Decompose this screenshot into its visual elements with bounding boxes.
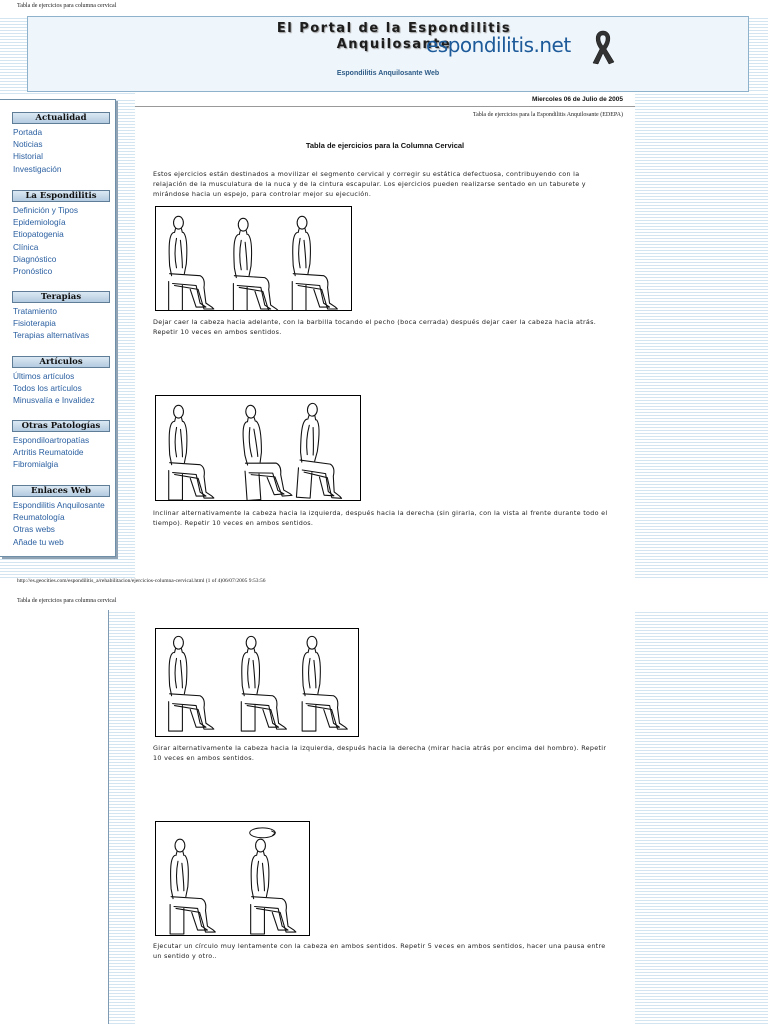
site-title-line-1: El Portal de la Espondilitis xyxy=(276,21,512,36)
sidebar-group-espondilitis xyxy=(13,204,78,277)
print-footer-url: http://es.geocities.com/espondilitis_a/rehabilitacion/ejercicios-columna-cervical.html (1 of 4)06/07/2005 9:53:56 xyxy=(17,578,266,584)
print-header: Tabla de ejercicios para columna cervical xyxy=(17,3,117,9)
sidebar-link-diagnostico[interactable]: Diagnóstico xyxy=(13,253,57,264)
sidebar-link-noticias[interactable]: Noticias xyxy=(13,139,43,150)
brand-logo-text[interactable]: espondilitis.net xyxy=(426,33,571,57)
sidebar-link-historial[interactable]: Historial xyxy=(13,151,43,162)
sidebar-link-todos-articulos[interactable]: Todos los artículos xyxy=(13,383,82,394)
sidebar-link-etiopatogenia[interactable]: Etiopatogenia xyxy=(13,229,64,240)
date-line: Miercoles 06 de Julio de 2005 xyxy=(531,96,623,103)
sidebar-link-artritis-reumatoide[interactable]: Artritis Reumatoide xyxy=(13,447,84,458)
sidebar-heading-espondilitis: La Espondilitis xyxy=(12,190,110,202)
exercise-3-illustration xyxy=(155,628,359,737)
sidebar-blank-page-2 xyxy=(0,610,109,1024)
sidebar-group-actualidad xyxy=(13,126,61,175)
print-header-page-2: Tabla de ejercicios para columna cervical xyxy=(17,598,117,604)
site-header xyxy=(27,16,749,92)
site-title-line-2: Anquilosante xyxy=(336,37,452,52)
sidebar-link-espondilitis-anquilosante[interactable]: Espondilitis Anquilosante xyxy=(13,500,105,510)
sidebar-link-espondiloartropatias[interactable]: Espondiloartropatías xyxy=(13,435,90,445)
sidebar-link-fibromialgia[interactable]: Fibromialgia xyxy=(13,459,59,470)
site-subtitle[interactable]: Espondilitis Anquilosante Web xyxy=(336,70,440,77)
sidebar-link-otras-webs[interactable]: Otras webs xyxy=(13,524,55,535)
exercise-1-illustration xyxy=(155,206,352,311)
sidebar-group-terapias xyxy=(13,305,89,342)
sidebar-heading-terapias: Terapias xyxy=(12,291,110,303)
edepa-caption: Tabla de ejercicios para la Espondilitis Anquilosante (EDEPA) xyxy=(472,112,623,118)
sidebar-heading-enlaces-web: Enlaces Web xyxy=(12,485,110,497)
sidebar-heading-otras-patologias: Otras Patologías xyxy=(12,420,110,432)
main-content-page-2 xyxy=(135,610,635,1024)
circular-motion-icon xyxy=(250,828,276,838)
exercise-1-text: Dejar caer la cabeza hacia adelante, con la barbilla tocando el pecho (boca cerrada) después dejar caer la cabeza hacia atrás. Repetir 10 veces en ambos sentidos. xyxy=(153,318,597,336)
sidebar-link-portada[interactable]: Portada xyxy=(13,127,43,137)
article-title: Tabla de ejercicios para la Columna Cervical xyxy=(305,141,465,150)
divider xyxy=(135,106,635,107)
exercise-4-text: Ejecutar un círculo muy lentamente con la cabeza en ambos sentidos. Repetir 5 veces en ambos sentidos, hacer una pausa entre un sentido y otro.. xyxy=(153,942,606,960)
sidebar-link-definicion[interactable]: Definición y Tipos xyxy=(13,205,79,215)
sidebar-nav xyxy=(0,99,116,557)
right-margin-stripes-page-2 xyxy=(635,610,768,1024)
right-margin-stripes xyxy=(635,92,768,578)
main-content xyxy=(135,92,635,578)
awareness-ribbon-icon xyxy=(590,29,616,65)
sidebar-link-anade-tu-web[interactable]: Añade tu web xyxy=(13,536,64,547)
sidebar-group-articulos xyxy=(13,370,95,407)
sidebar-group-otras-patologias xyxy=(13,434,89,471)
sidebar-link-investigacion[interactable]: Investigación xyxy=(13,163,62,174)
sidebar-link-terapias-alternativas[interactable]: Terapias alternativas xyxy=(13,330,90,341)
exercise-2-illustration xyxy=(155,395,361,501)
page-2 xyxy=(0,590,768,1024)
exercise-2-text: Inclinar alternativamente la cabeza hacia la izquierda, después hacia la derecha (sin girarla, con la vista al frente durante todo el tiempo). Repetir 10 veces en ambos sentidos. xyxy=(153,509,608,527)
exercise-4-illustration xyxy=(155,821,310,936)
sidebar-link-clinica[interactable]: Clínica xyxy=(13,241,39,252)
sidebar-link-tratamiento[interactable]: Tratamiento xyxy=(13,306,57,316)
intro-paragraph: Estos ejercicios están destinados a movilizar el segmento cervical y corregir su estática defectuosa, contribuyendo con la relajación de la musculatura de la nuca y de la cintura escapular. Los ejercicios pueden realizarse sentado en un taburete y mirándose hacia un espejo, para controlar mejor su ejecución. xyxy=(153,170,586,198)
sidebar-link-ultimos-articulos[interactable]: Últimos artículos xyxy=(13,371,75,381)
sidebar-link-minusvalia[interactable]: Minusvalía e Invalidez xyxy=(13,395,95,406)
sidebar-heading-articulos: Artículos xyxy=(12,356,110,368)
sidebar-link-epidemiologia[interactable]: Epidemiología xyxy=(13,217,66,228)
sidebar-group-enlaces-web xyxy=(13,499,105,548)
sidebar-link-reumatologia[interactable]: Reumatología xyxy=(13,512,65,523)
sidebar-heading-actualidad: Actualidad xyxy=(12,112,110,124)
sidebar-link-pronostico[interactable]: Pronóstico xyxy=(13,266,53,277)
exercise-3-text: Girar alternativamente la cabeza hacia la izquierda, después hacia la derecha (mirar hacia atrás por encima del hombro). Repetir 10 veces en ambos sentidos. xyxy=(153,744,607,762)
sidebar-link-fisioterapia[interactable]: Fisioterapia xyxy=(13,318,56,329)
